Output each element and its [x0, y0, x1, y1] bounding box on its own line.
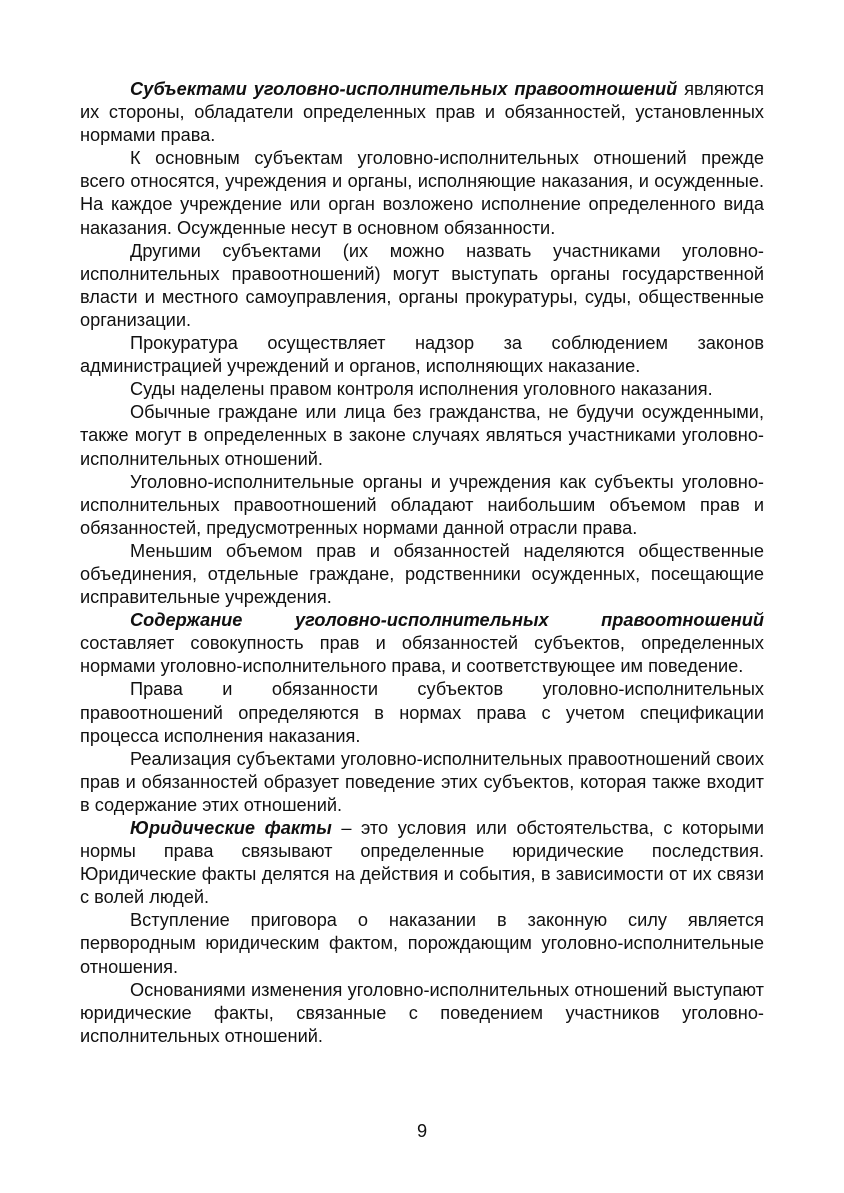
paragraph-text: Реализация субъектами уголовно-исполнительных правоотношений своих прав и обязанностей образует поведение этих субъектов, которая также входит в содержание этих отношений.: [80, 748, 764, 815]
paragraph-sentence-entry: [80, 909, 764, 978]
paragraph-text: К основным субъектам уголовно-исполнительных отношений прежде всего относятся, учреждения и органы, исполняющие наказания, и осужденные. На каждое учреждение или орган возложено исполнение определенного вида наказания. Осужденные несут в основном обязанности.: [80, 148, 764, 238]
paragraph-text: Обычные граждане или лица без гражданства, не будучи осужденными, также могут в определенных в законе случаях являться участниками уголовно-исполнительных отношений.: [80, 402, 764, 469]
term-content: Содержание уголовно-исполнительных правоотношений: [130, 610, 764, 631]
page-number: 9: [416, 1121, 428, 1141]
page-body: [80, 78, 764, 1048]
paragraph-text: Суды наделены правом контроля исполнения уголовного наказания.: [130, 379, 713, 400]
paragraph-citizens: [80, 401, 764, 470]
paragraph-main-subjects: [80, 147, 764, 239]
paragraph-prosecution: [80, 332, 764, 378]
term-subjects: Субъектами уголовно-исполнительных правоотношений: [130, 79, 678, 99]
paragraph-courts: [80, 378, 764, 401]
paragraph-text: составляет совокупность прав и обязанностей субъектов, определенных нормами уголовно-исполнительного права, и соответствующее им поведение.: [80, 633, 764, 677]
paragraph-rights-duties: [80, 678, 764, 747]
paragraph-subjects-definition: [80, 78, 764, 147]
paragraph-lesser-rights: [80, 540, 764, 609]
paragraph-change-grounds: [80, 979, 764, 1048]
paragraph-text: Права и обязанности субъектов уголовно-исполнительных правоотношений определяются в нормах права с учетом спецификации процесса исполнения наказания.: [80, 679, 764, 746]
paragraph-text: – это условия или обстоятельства, с которыми нормы права связывают определенные юридические последствия. Юридические факты делятся на действия и события, в зависимости от их связи с волей людей.: [80, 818, 764, 908]
term-legal-facts: Юридические факты: [130, 818, 332, 838]
paragraph-text: Другими субъектами (их можно назвать участниками уголовно-исполнительных правоотношений) могут выступать органы государственной власти и местного самоуправления, органы прокуратуры, суды, общественные организации.: [80, 240, 764, 330]
paragraph-text: Вступление приговора о наказании в законную силу является первородным юридическим фактом, порождающим уголовно-исполнительные отношения.: [80, 910, 764, 977]
paragraph-text: Уголовно-исполнительные органы и учреждения как субъекты уголовно-исполнительных правоотношений обладают наибольшим объемом прав и обязанностей, предусмотренных нормами данной отрасли права.: [80, 471, 764, 538]
paragraph-other-subjects: [80, 240, 764, 332]
paragraph-text: Основаниями изменения уголовно-исполнительных отношений выступают юридические факты, связанные с поведением участников уголовно-исполнительных отношений.: [80, 979, 764, 1046]
paragraph-bodies-rights: [80, 471, 764, 540]
paragraph-text: Прокуратура осуществляет надзор за соблюдением законов администрацией учреждений и органов, исполняющих наказание.: [80, 333, 764, 377]
paragraph-text: Меньшим объемом прав и обязанностей наделяются общественные объединения, отдельные граждане, родственники осужденных, посещающие исправительные учреждения.: [80, 540, 764, 608]
paragraph-text: являются их стороны, обладатели определенных прав и обязанностей, установленных нормами права.: [80, 79, 765, 146]
paragraph-legal-facts: [80, 817, 764, 909]
paragraph-realization: [80, 748, 764, 817]
paragraph-content-definition: [80, 609, 764, 678]
